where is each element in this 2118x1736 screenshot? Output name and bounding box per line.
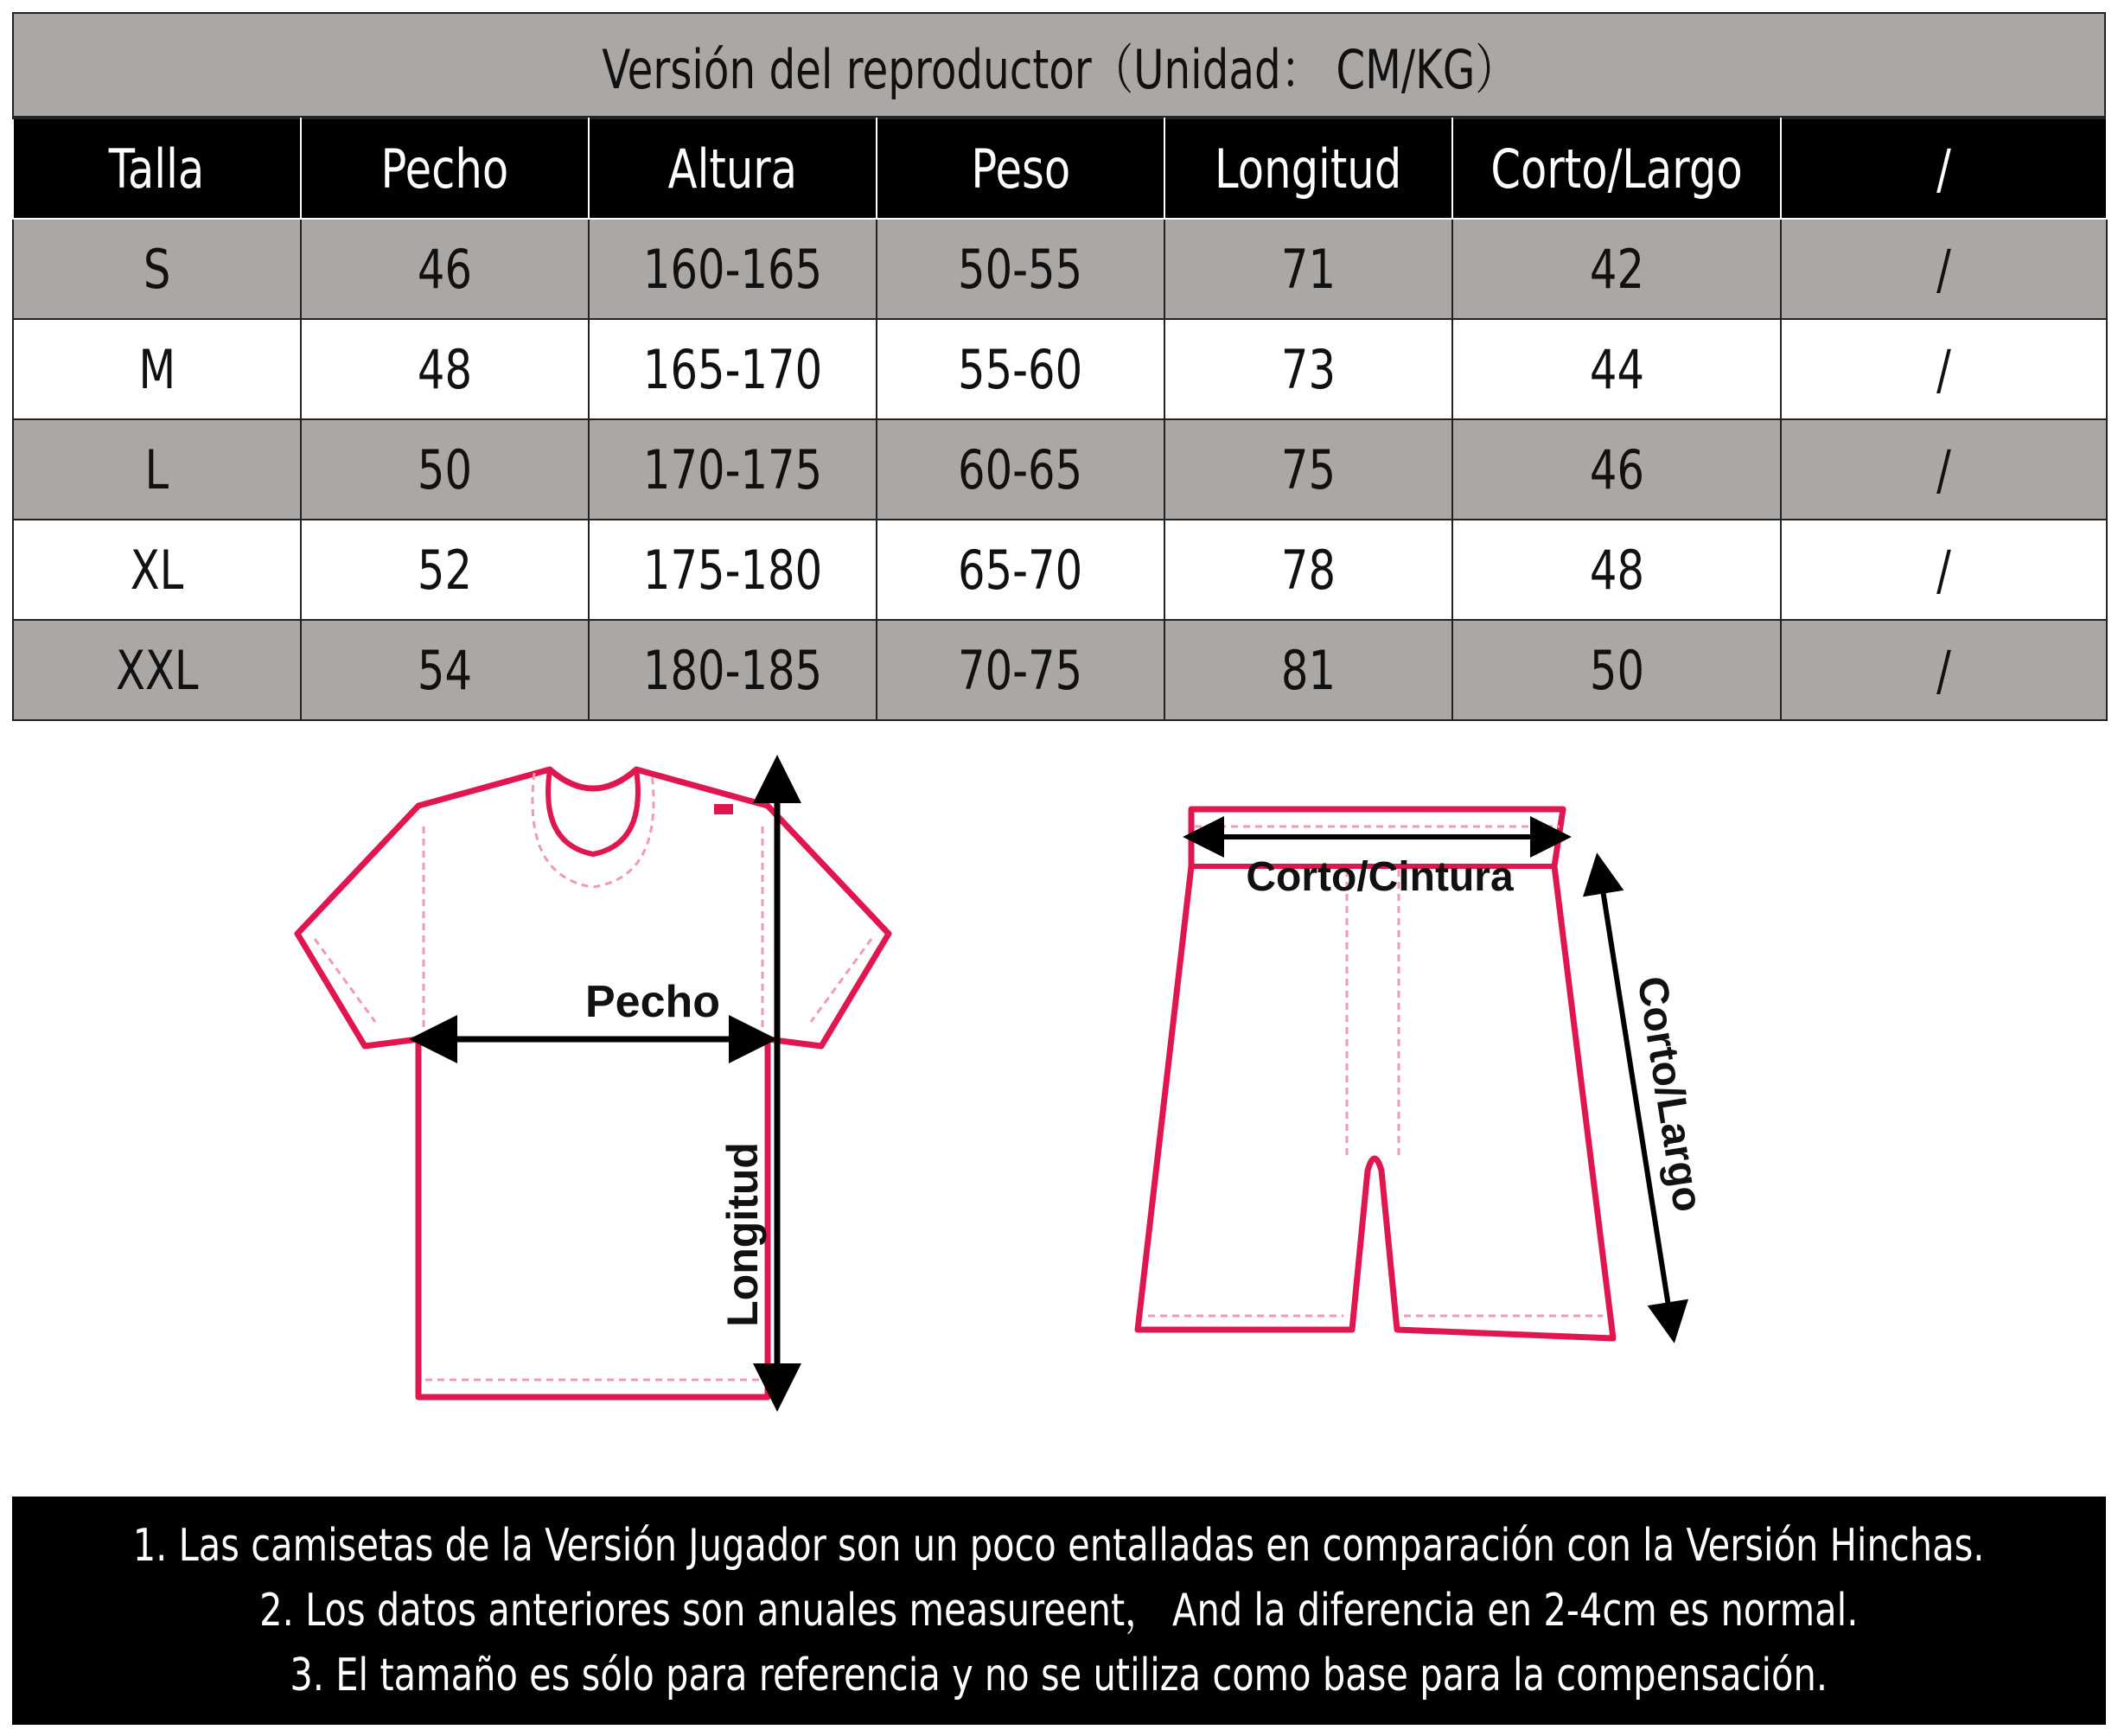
table-cell — [589, 520, 877, 620]
cell-value: 55-60 — [958, 337, 1083, 401]
cell-value: 50 — [1589, 638, 1644, 702]
cell-value: 44 — [1589, 337, 1644, 401]
table-cell — [589, 219, 877, 319]
table-cell — [13, 620, 301, 720]
header-talla: Talla — [13, 118, 301, 219]
size-table — [12, 118, 2108, 721]
table-cell — [1781, 419, 2107, 520]
cell-value: 46 — [1589, 437, 1644, 501]
table-cell — [301, 419, 589, 520]
table-cell — [1452, 520, 1781, 620]
table-cell — [877, 620, 1164, 720]
table-cell — [877, 319, 1164, 419]
tshirt-illustration — [297, 769, 889, 1397]
cell-value: / — [1936, 437, 1951, 501]
header-pecho: Pecho — [301, 118, 589, 219]
table-row — [13, 319, 2107, 419]
cell-value: 54 — [417, 638, 473, 702]
shorts-length-label: Corto/Largo — [1628, 973, 1711, 1216]
table-cell — [301, 620, 589, 720]
cell-value: 48 — [417, 337, 473, 401]
cell-value: / — [1936, 237, 1951, 301]
table-cell — [589, 419, 877, 520]
tshirt-collar — [548, 769, 638, 854]
table-title: Versión del reproductor（Unidad： CM/KG） — [12, 12, 2106, 118]
header-peso: Peso — [877, 118, 1164, 219]
cell-value: XXL — [115, 638, 199, 702]
cell-value: 52 — [417, 538, 473, 602]
cell-value: 73 — [1280, 337, 1337, 401]
cell-value: M — [138, 337, 175, 401]
diagram-svg — [12, 723, 2106, 1497]
table-cell — [877, 520, 1164, 620]
table-cell — [1781, 319, 2107, 419]
cell-value: 50 — [417, 437, 473, 501]
cell-value: 75 — [1280, 437, 1337, 501]
cell-value: S — [143, 237, 171, 301]
table-cell — [1452, 419, 1781, 520]
waist-label: Corto/Cintura — [1246, 854, 1514, 900]
header-corto-largo: Corto/Largo — [1452, 118, 1781, 219]
table-cell — [1781, 620, 2107, 720]
header-row — [13, 118, 2107, 219]
header-longitud: Longitud — [1164, 118, 1452, 219]
tshirt-label-tag — [714, 804, 733, 814]
table-cell — [1164, 520, 1452, 620]
header-altura: Altura — [589, 118, 877, 219]
cell-value: 48 — [1589, 538, 1644, 602]
table-cell — [1164, 219, 1452, 319]
cell-value: 50-55 — [958, 237, 1083, 301]
cell-value: 65-70 — [958, 538, 1083, 602]
cell-value: / — [1936, 337, 1951, 401]
length-label: Longitud — [718, 1142, 767, 1327]
table-row — [13, 219, 2107, 319]
cell-value: 160-165 — [642, 237, 823, 301]
table-row — [13, 620, 2107, 720]
table-row — [13, 520, 2107, 620]
cell-value: 46 — [417, 237, 473, 301]
cell-value: 71 — [1280, 237, 1337, 301]
cell-value: 78 — [1280, 538, 1337, 602]
cell-value: 60-65 — [958, 437, 1083, 501]
note-3: 3. El tamaño es sólo para referencia y no se utiliza como base para la compensación. — [290, 1649, 1828, 1701]
table-cell — [301, 520, 589, 620]
cell-value: 170-175 — [642, 437, 823, 501]
chest-label: Pecho — [584, 977, 721, 1027]
measurement-diagram — [12, 723, 2106, 1497]
cell-value: 165-170 — [642, 337, 823, 401]
cell-value: / — [1936, 538, 1951, 602]
cell-value: 180-185 — [642, 638, 823, 702]
cell-value: 81 — [1280, 638, 1337, 702]
table-cell — [589, 319, 877, 419]
table-cell — [13, 219, 301, 319]
table-cell — [1452, 319, 1781, 419]
cell-value: 42 — [1589, 237, 1644, 301]
table-cell — [13, 419, 301, 520]
note-1: 1. Las camisetas de la Versión Jugador son un poco entalladas en comparación con la Versión Hinchas. — [133, 1519, 1985, 1572]
table-cell — [1781, 520, 2107, 620]
table-cell — [1452, 620, 1781, 720]
table-cell — [877, 419, 1164, 520]
table-cell — [1164, 620, 1452, 720]
tshirt-seams — [315, 827, 871, 1380]
table-cell — [1164, 319, 1452, 419]
table-cell — [13, 319, 301, 419]
table-cell — [1164, 419, 1452, 520]
header-slash: / — [1781, 118, 2107, 219]
cell-value: XL — [130, 538, 184, 602]
cell-value: 70-75 — [958, 638, 1083, 702]
table-cell — [301, 219, 589, 319]
notes-box — [12, 1497, 2106, 1725]
table-cell — [1452, 219, 1781, 319]
table-cell — [589, 620, 877, 720]
tshirt-outline — [297, 769, 889, 1397]
table-cell — [877, 219, 1164, 319]
shorts-illustration — [1138, 809, 1711, 1338]
table-cell — [301, 319, 589, 419]
table-cell — [13, 520, 301, 620]
table-cell — [1781, 219, 2107, 319]
note-2: 2. Los datos anteriores son anuales measureent， And la diferencia en 2-4cm es normal. — [259, 1584, 1859, 1637]
table-row — [13, 419, 2107, 520]
cell-value: / — [1936, 638, 1951, 702]
cell-value: L — [144, 437, 169, 501]
cell-value: 175-180 — [642, 538, 823, 602]
